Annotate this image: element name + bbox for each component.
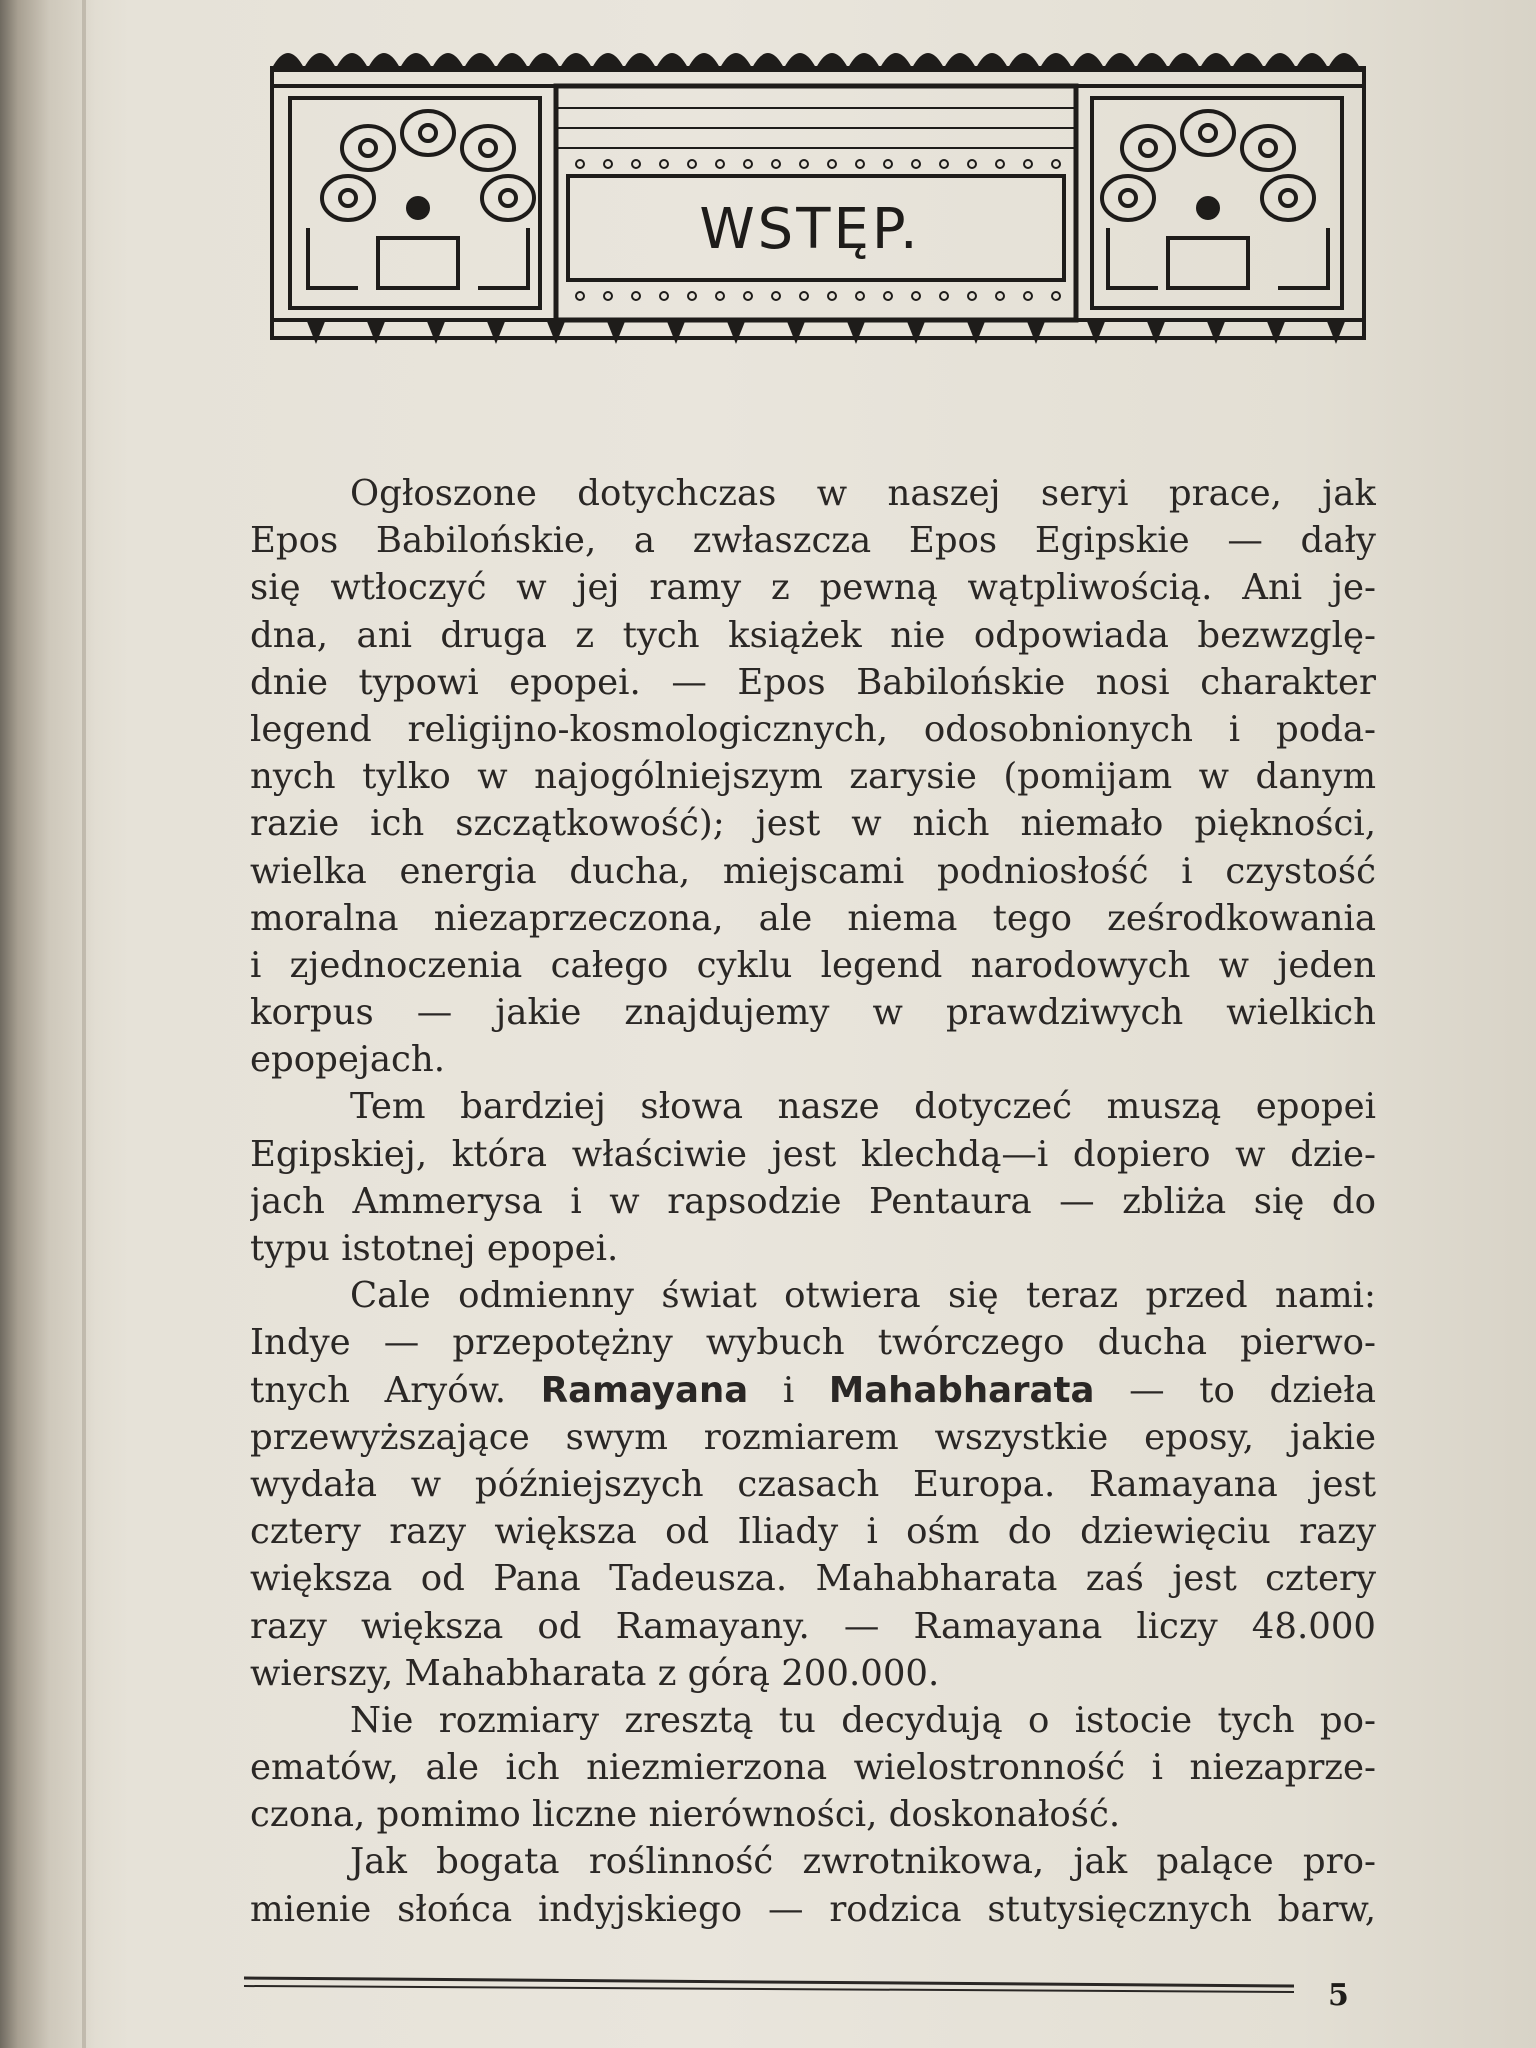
text-line: dna, ani druga z tych książek nie odpowiada bezwzglę- (250, 614, 1376, 656)
text-segment: — to dzieła (1129, 1369, 1376, 1411)
text-line: jach Ammerysa i w rapsodzie Pentaura — zbliża się do (250, 1180, 1376, 1222)
text-line: dnie typowi epopei. — Epos Babilońskie nosi charakter (250, 661, 1376, 703)
text-line: Epos Babilońskie, a zwłaszcza Epos Egipskie — dały (250, 520, 1376, 562)
text-line: ematów, ale ich niezmierzona wielostronność i niezaprze- (250, 1747, 1376, 1789)
right-flower-ornament (1102, 111, 1328, 288)
header-ornament (268, 28, 1370, 350)
page-title: WSTĘP. (699, 197, 921, 262)
text-line: nych tylko w najogólniejszym zarysie (pomijam w danym (250, 756, 1376, 798)
text-line: wydała w późniejszych czasach Europa. Ramayana jest (250, 1463, 1376, 1505)
footer-rule (244, 1970, 1294, 2000)
page-number: 5 (1328, 1978, 1349, 2013)
text-line: większa od Pana Tadeusza. Mahabharata zaś jest cztery (250, 1558, 1376, 1600)
text-line: korpus — jakie znajdujemy w prawdziwych wielkich (250, 992, 1376, 1034)
text-line: mienie słońca indyjskiego — rodzica stutysięcznych barw, (250, 1888, 1376, 1930)
text-segment: tnych Aryów. (250, 1369, 507, 1411)
scallop-row (272, 53, 1364, 72)
text-line-with-bold (250, 1367, 1376, 1414)
text-line: Jak bogata roślinność zwrotnikowa, jak palące pro- (350, 1841, 1376, 1883)
text-line: czona, pomimo liczne nierówności, doskonałość. (250, 1794, 1121, 1836)
ornament-border-graphic (268, 28, 1370, 350)
text-line: moralna niezaprzeczona, ale niema tego ześrodkowania (250, 897, 1376, 939)
text-line: razie ich szczątkowość); jest w nich niemało piękności, (250, 803, 1376, 845)
left-flower-ornament (308, 111, 534, 288)
text-line: Nie rozmiary zresztą tu decydują o istocie tych po- (350, 1699, 1376, 1741)
body-text (250, 470, 1376, 1933)
text-line: Tem bardziej słowa nasze dotyczeć muszą epopei (350, 1086, 1376, 1128)
text-line: Egipskiej, która właściwie jest klechdą—i dopiero w dzie- (250, 1133, 1376, 1175)
text-line: i zjednoczenia całego cyklu legend narodowych w jeden (250, 944, 1376, 986)
text-line: wielka energia ducha, miejscami podniosłość i czystość (250, 850, 1376, 892)
text-line: Cale odmienny świat otwiera się teraz przed nami: (350, 1275, 1376, 1317)
book-gutter (0, 0, 95, 2048)
page-edge (82, 0, 86, 2048)
text-line: wierszy, Mahabharata z górą 200.000. (250, 1652, 940, 1694)
bold-title-mahabharata: Mahabharata (828, 1369, 1095, 1411)
text-line: typu istotnej epopei. (250, 1228, 619, 1269)
text-line: razy większa od Ramayany. — Ramayana liczy 48.000 (250, 1605, 1376, 1647)
bold-title-ramayana: Ramayana (540, 1369, 749, 1411)
text-line: się wtłoczyć w jej ramy z pewną wątpliwością. Ani je- (250, 567, 1376, 609)
text-segment: i (782, 1369, 795, 1411)
text-line: epopejach. (250, 1039, 446, 1081)
text-line: Indye — przepotężny wybuch twórczego ducha pierwo- (250, 1322, 1376, 1364)
text-line: przewyższające swym rozmiarem wszystkie eposy, jakie (250, 1416, 1376, 1458)
text-line: legend religijno-kosmologicznych, odosobnionych i poda- (250, 708, 1376, 750)
text-line: Ogłoszone dotychczas w naszej seryi prace, jak (350, 473, 1376, 514)
text-line: cztery razy większa od Iliady i ośm do dziewięciu razy (250, 1511, 1376, 1553)
